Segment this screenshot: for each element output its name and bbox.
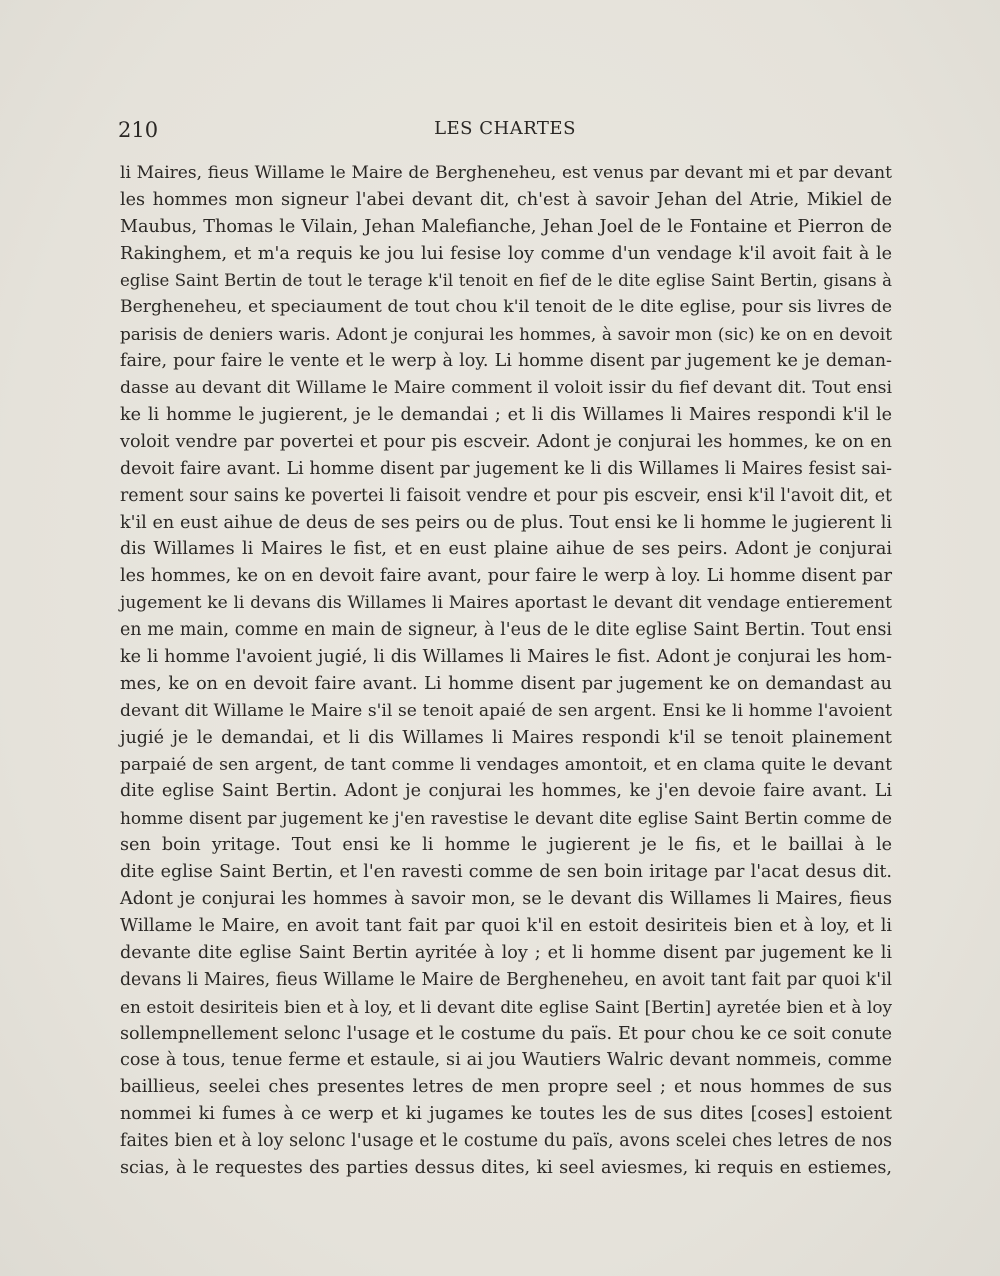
text-line: voloit vendre par povertei et pour pis escveir. Adont je conjurai les hommes, ke on en: [120, 431, 892, 452]
text-line: Adont je conjurai les hommes à savoir mon, se le devant dis Willames li Maires, fieus: [120, 889, 892, 910]
text-line: homme disent par jugement ke j'en ravestise le devant dite eglise Saint Bertin comme de: [120, 808, 892, 829]
text-line: les hommes, ke on en devoit faire avant, pour faire le werp à loy. Li homme disent par: [120, 566, 892, 587]
text-line: li Maires, fieus Willame le Maire de Bergheneheu, est venus par devant mi et par devant: [120, 163, 892, 183]
text-line: sen boin yritage. Tout ensi ke li homme le jugierent je le fis, et le baillai à le: [120, 835, 892, 856]
text-line: Willame le Maire, en avoit tant fait par quoi k'il en estoit desiriteis bien et à loy, et li: [120, 915, 892, 936]
text-line: devante dite eglise Saint Bertin ayritée à loy ; et li homme disent par jugement ke li: [120, 942, 892, 963]
text-line: en me main, comme en main de signeur, à l'eus de le dite eglise Saint Bertin. Tout ensi: [120, 620, 892, 641]
text-line: dite eglise Saint Bertin. Adont je conjurai les hommes, ke j'en devoie faire avant. Li: [120, 781, 892, 802]
text-line: ke li homme le jugierent, je le demandai ; et li dis Willames li Maires respondi k'il le: [120, 405, 892, 426]
text-line: scias, à le requestes des parties dessus dites, ki seel aviesmes, ki requis en estiemes,: [120, 1157, 892, 1178]
text-line: parpaié de sen argent, de tant comme li vendages amontoit, et en clama quite le devant: [120, 754, 892, 775]
text-line: Rakinghem, et m'a requis ke jou lui fesise loy comme d'un vendage k'il avoit fait à le: [120, 243, 892, 264]
text-line: faites bien et à loy selonc l'usage et le costume du païs, avons scelei ches letres de nos: [120, 1131, 892, 1152]
text-line: Maubus, Thomas le Vilain, Jehan Malefianche, Jehan Joel de le Fontaine et Pierron de: [120, 216, 892, 237]
page-header: [118, 116, 892, 146]
text-line: ke li homme l'avoient jugié, li dis Willames li Maires le fist. Adont je conjurai les hom-: [120, 647, 892, 668]
running-title: LES CHARTES: [434, 118, 576, 139]
text-line: devoit faire avant. Li homme disent par jugement ke li dis Willames li Maires fesist sai-: [120, 458, 892, 479]
text-line: en estoit desiriteis bien et à loy, et li devant dite eglise Saint [Bertin] ayretée bien et à loy: [120, 996, 892, 1017]
charter-text: [120, 160, 892, 1182]
text-line: eglise Saint Bertin de tout le terage k'il tenoit en fief de le dite eglise Saint Bertin, gisans à: [120, 270, 892, 290]
text-line: jugié je le demandai, et li dis Willames li Maires respondi k'il se tenoit plainement: [120, 727, 892, 748]
text-line: dite eglise Saint Bertin, et l'en ravesti comme de sen boin iritage par l'acat desus dit.: [120, 862, 892, 883]
text-line: nommei ki fumes à ce werp et ki jugames ke toutes les de sus dites [coses] estoient: [120, 1104, 892, 1125]
page-number: 210: [118, 118, 159, 142]
text-line: dasse au devant dit Willame le Maire comment il voloit issir du fief devant dit. Tout ensi: [120, 378, 892, 399]
text-line: cose à tous, tenue ferme et estaule, si ai jou Wautiers Walric devant nommeis, comme: [120, 1050, 892, 1071]
text-line: dis Willames li Maires le fist, et en eust plaine aihue de ses peirs. Adont je conjurai: [120, 539, 892, 560]
text-line: devans li Maires, fieus Willame le Maire de Bergheneheu, en avoit tant fait par quoi k'il: [120, 969, 892, 990]
text-line: mes, ke on en devoit faire avant. Li homme disent par jugement ke on demandast au: [120, 673, 892, 694]
text-line: les hommes mon signeur l'abei devant dit, ch'est à savoir Jehan del Atrie, Mikiel de: [120, 189, 892, 210]
text-line: jugement ke li devans dis Willames li Maires aportast le devant dit vendage entierement: [120, 593, 892, 614]
text-line: parisis de deniers waris. Adont je conjurai les hommes, à savoir mon (sic) ke on en devoit: [120, 324, 892, 345]
text-line: Bergheneheu, et speciaument de tout chou k'il tenoit de le dite eglise, pour sis livres de: [120, 297, 892, 318]
text-line: faire, pour faire le vente et le werp à loy. Li homme disent par jugement ke je deman-: [120, 351, 892, 372]
text-line: devant dit Willame le Maire s'il se tenoit apaié de sen argent. Ensi ke li homme l'avoient: [120, 700, 892, 721]
text-line: baillieus, seelei ches presentes letres de men propre seel ; et nous hommes de sus: [120, 1077, 892, 1098]
text-line: rement sour sains ke povertei li faisoit vendre et pour pis escveir, ensi k'il l'avoit dit, et: [120, 485, 892, 506]
text-line: sollempnellement selonc l'usage et le costume du païs. Et pour chou ke ce soit conute: [120, 1023, 892, 1044]
text-line: k'il en eust aihue de deus de ses peirs ou de plus. Tout ensi ke li homme le jugierent li: [120, 512, 892, 533]
